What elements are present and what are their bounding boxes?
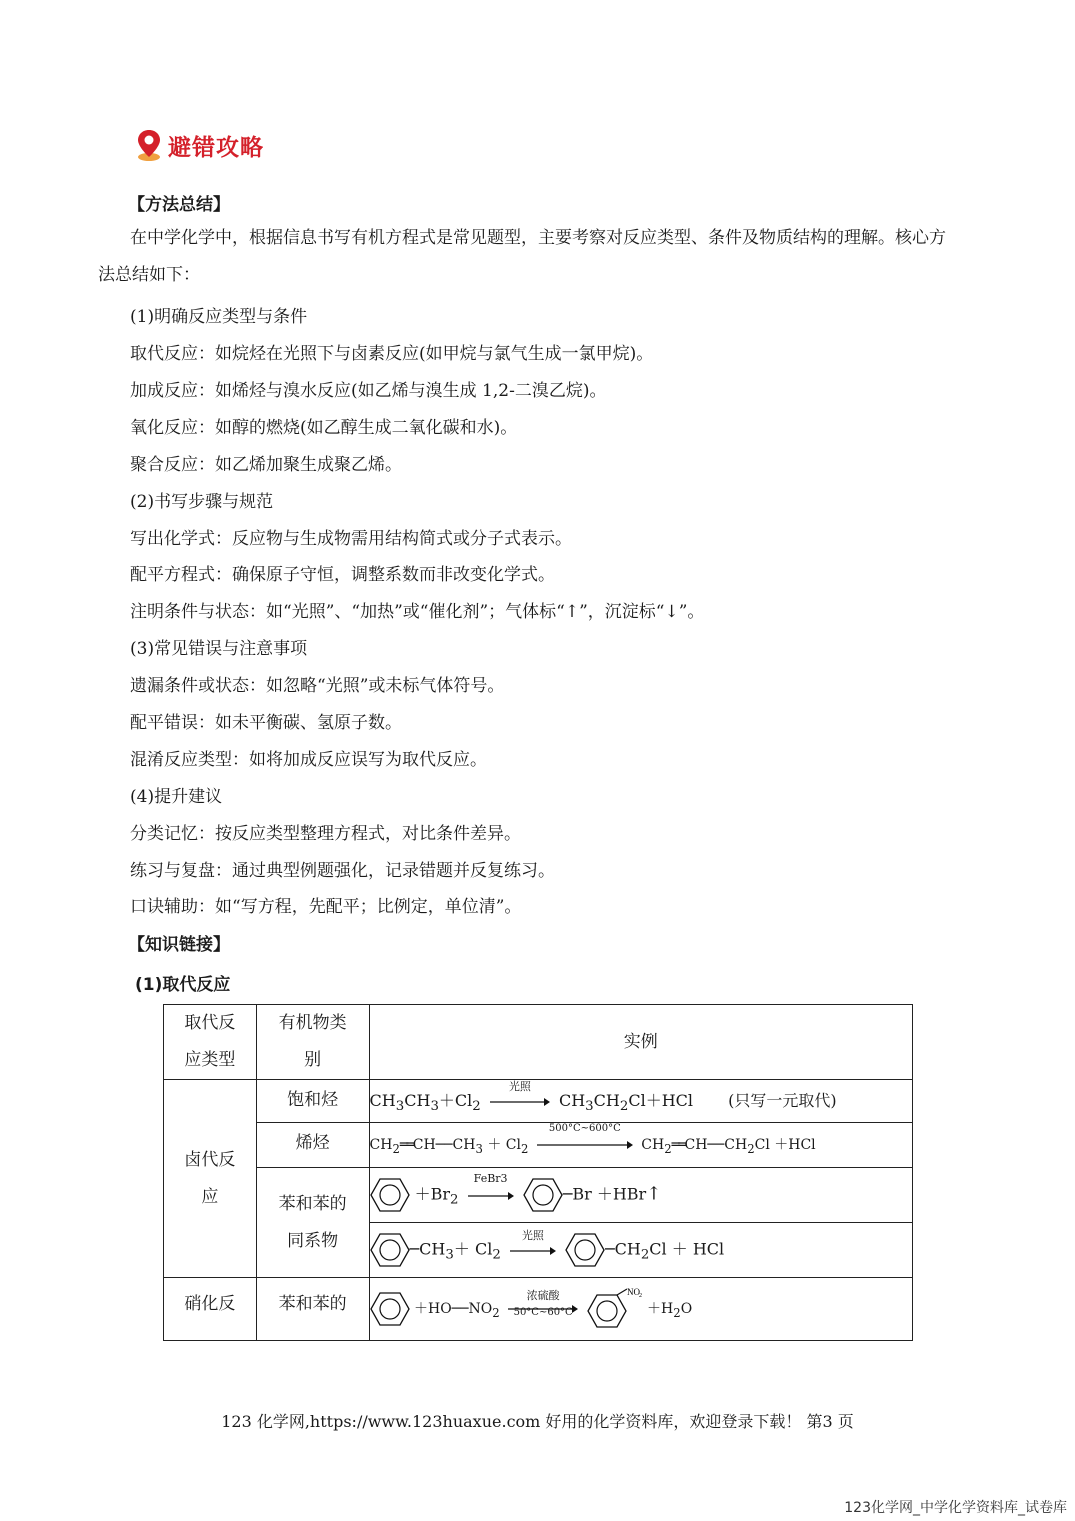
- knowledge-heading: 【知识链接】: [128, 935, 230, 955]
- method-line: 取代反应：如烷烃在光照下与卤素反应(如甲烷与氯气生成一氯甲烷)。: [130, 344, 654, 364]
- equation-bromination: $+Br_2$ FeBr3 ─Br ＋HBr↑: [369, 1168, 912, 1223]
- class-benzene-partial: 苯和苯的: [256, 1278, 369, 1341]
- method-line: 聚合反应：如乙烯加聚生成聚乙烯。: [130, 455, 402, 475]
- reaction-table: [163, 1004, 913, 1341]
- table-row: [164, 1080, 913, 1123]
- method-line: (2)书写步骤与规范: [130, 492, 274, 512]
- class-saturated: 饱和烃: [256, 1080, 369, 1123]
- svg-text:NO: NO: [626, 1287, 640, 1297]
- reaction-arrow: 500°C~600°C: [537, 1137, 633, 1153]
- section-heading: [136, 128, 264, 162]
- reaction-arrow: 浓硫酸 50°C~60°C: [508, 1301, 578, 1317]
- method-line: (4)提升建议: [130, 787, 223, 807]
- knowledge-subheading: (1)取代反应: [135, 975, 231, 995]
- benzene-ring-icon: [523, 1177, 563, 1213]
- method-line: 分类记忆：按反应类型整理方程式，对比条件差异。: [130, 824, 521, 844]
- method-line: 遗漏条件或状态：如忽略“光照”或未标气体符号。: [130, 676, 505, 696]
- watermark: 123化学网_中学化学资料库_试卷库: [844, 1500, 1067, 1516]
- page-footer: 123 化学网,https://www.123huaxue.com 好用的化学资料库，欢迎登录下载！ 第3 页: [221, 1412, 854, 1431]
- method-line: 混淆反应类型：如将加成反应误写为取代反应。: [130, 750, 487, 770]
- equation-methane: $CH_3CH_3+Cl_2$ 光照 $CH_3CH_2Cl+HCl$ (只写一元取代): [369, 1080, 912, 1123]
- reaction-arrow: 光照: [510, 1241, 556, 1260]
- method-intro: 在中学化学中，根据信息书写有机方程式是常见题型，主要考察对反应类型、条件及物质结构的理解。核心方法总结如下：: [98, 228, 946, 285]
- method-line: 配平方程式：确保原子守恒，调整系数而非改变化学式。: [130, 565, 555, 585]
- reaction-arrow: 光照: [490, 1092, 550, 1111]
- method-line: 写出化学式：反应物与生成物需用结构简式或分子式表示。: [130, 529, 572, 549]
- equation-nitration: $+HO──NO_2$ 浓硫酸 50°C~60°C NO 2 $+H_2O$: [369, 1278, 912, 1341]
- benzene-ring-icon: [370, 1177, 410, 1213]
- col-header-example: 实例: [369, 1005, 912, 1080]
- group-nitration: 硝化反: [164, 1278, 257, 1341]
- method-line: 氧化反应：如醇的燃烧(如乙醇生成二氧化碳和水)。: [130, 418, 518, 438]
- method-line: 注明条件与状态：如“光照”、“加热”或“催化剂”；气体标“↑”，沉淀标“↓”。: [130, 602, 705, 622]
- section-title: 避错攻略: [168, 134, 264, 161]
- equation-note: (只写一元取代): [728, 1090, 837, 1110]
- equation-propene: $CH_2══CH──CH_3 + Cl_2$ 500°C~600°C $CH_2══CH──CH_2Cl +HCl$: [369, 1123, 912, 1168]
- col-header-type: 取代反应类型: [164, 1005, 257, 1080]
- class-alkene: 烯烃: [256, 1123, 369, 1168]
- method-line: 练习与复盘：通过典型例题强化，记录错题并反复练习。: [130, 861, 555, 881]
- method-line: (1)明确反应类型与条件: [130, 307, 308, 327]
- method-line: (3)常见错误与注意事项: [130, 639, 308, 659]
- nitrobenzene-icon: [587, 1287, 643, 1331]
- col-header-class: 有机物类别: [256, 1005, 369, 1080]
- benzene-ring-icon: [370, 1291, 410, 1327]
- table-row: [164, 1278, 913, 1341]
- method-heading: 【方法总结】: [128, 195, 230, 215]
- table-row: [164, 1123, 913, 1168]
- benzene-ring-icon: [565, 1232, 605, 1268]
- location-pin-icon: [136, 128, 162, 162]
- svg-text:2: 2: [638, 1293, 642, 1299]
- reaction-arrow: FeBr3: [468, 1186, 514, 1205]
- group-halogenation: 卤代反应: [164, 1080, 257, 1278]
- method-line: 口诀辅助：如“写方程，先配平；比例定，单位清”。: [130, 897, 522, 917]
- method-line: 加成反应：如烯烃与溴水反应(如乙烯与溴生成 1,2-二溴乙烷)。: [130, 381, 607, 401]
- table-header-row: [164, 1005, 913, 1080]
- table-row: [164, 1168, 913, 1223]
- method-line: 配平错误：如未平衡碳、氢原子数。: [130, 713, 402, 733]
- benzene-ring-icon: [370, 1232, 410, 1268]
- equation-toluene: $─CH_3+ Cl_2$ 光照 $─CH_2Cl$ ＋ HCl: [369, 1223, 912, 1278]
- class-benzene: 苯和苯的同系物: [256, 1168, 369, 1278]
